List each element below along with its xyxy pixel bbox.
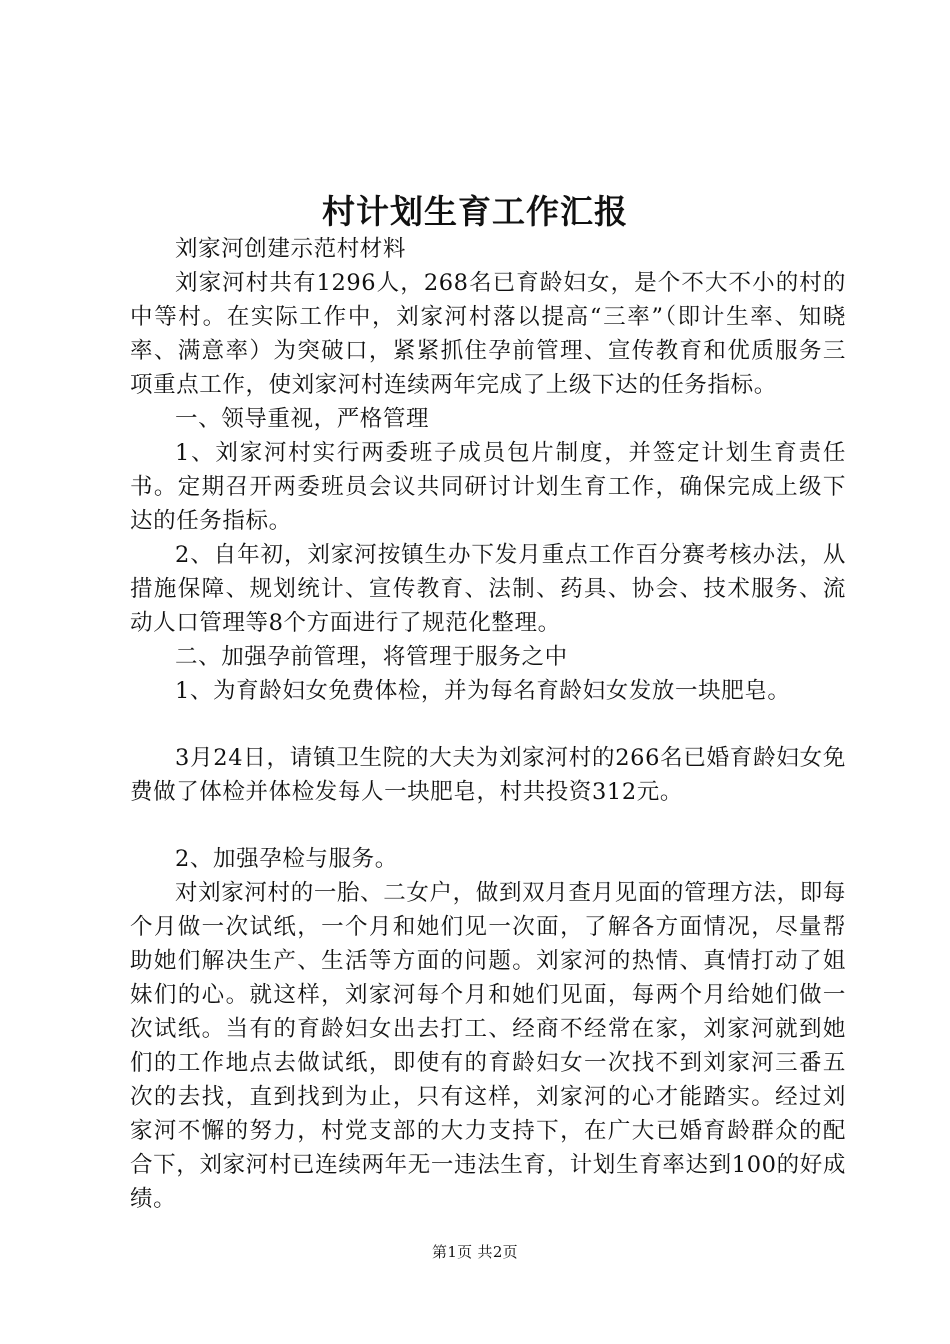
section-1-item-1: 1、刘家河村实行两委班子成员包片制度，并签定计划生育责任书。定期召开两委班员会议共同研讨计划生育工作，确保完成上级下达的任务指标。 xyxy=(130,440,846,534)
page-number-footer: 第1页 共2页 xyxy=(432,1243,518,1261)
checkup-paragraph: 3月24日，请镇卫生院的大夫为刘家河村的266名已婚育龄妇女免费做了体检并体检发每人一块肥皂，村共投资312元。 xyxy=(130,745,846,805)
document-title: 村计划生育工作汇报 xyxy=(322,192,628,231)
subtitle-paragraph: 刘家河创建示范村材料 xyxy=(175,236,407,262)
service-paragraph: 对刘家河村的一胎、二女户，做到双月查月见面的管理方法，即每个月做一次试纸，一个月和她们见一次面，了解各方面情况，尽量帮助她们解决生产、生活等方面的问题。刘家河的热情、真情打动了姐妹们的心。就这样，刘家河每个月和她们见面，每两个月给她们做一次试纸。当有的育龄妇女出去打工、经商不经常在家，刘家河就到她们的工作地点去做试纸，即使有的育龄妇女一次找不到刘家河三番五次的去找，直到找到为止，只有这样，刘家河的心才能踏实。经过刘家河不懈的努力，村党支部的大力支持下，在广大已婚育龄群众的配合下，刘家河村已连续两年无一违法生育，计划生育率达到100的好成绩。 xyxy=(130,880,846,1212)
intro-paragraph: 刘家河村共有1296人，268名已育龄妇女，是个不大不小的村的中等村。在实际工作中，刘家河村落以提高“三率”（即计生率、知晓率、满意率）为突破口，紧紧抓住孕前管理、宣传教育和优质服务三项重点工作，使刘家河村连续两年完成了上级下达的任务指标。 xyxy=(130,270,846,398)
section-1-item-2: 2、自年初，刘家河按镇生办下发月重点工作百分赛考核办法，从措施保障、规划统计、宣传教育、法制、药具、协会、技术服务、流动人口管理等8个方面进行了规范化整理。 xyxy=(130,542,846,636)
section-2-item-1: 1、为育龄妇女免费体检，并为每名育龄妇女发放一块肥皂。 xyxy=(175,678,791,704)
section-heading-2: 二、加强孕前管理，将管理于服务之中 xyxy=(175,644,568,670)
section-heading-1: 一、领导重视，严格管理 xyxy=(175,406,430,432)
section-2-item-2: 2、加强孕检与服务。 xyxy=(175,846,398,872)
document-body xyxy=(130,232,846,1216)
